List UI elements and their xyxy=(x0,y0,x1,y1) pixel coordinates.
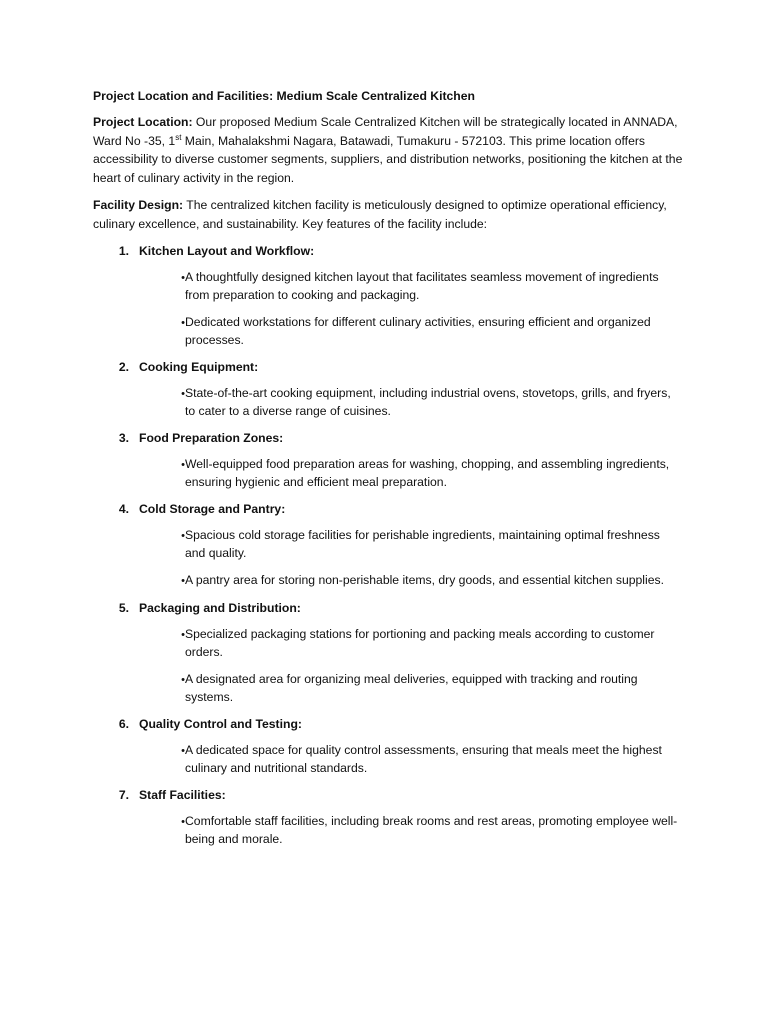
feature-title: Quality Control and Testing: xyxy=(139,717,302,731)
feature-title: Kitchen Layout and Workflow: xyxy=(139,244,315,258)
feature-heading xyxy=(93,429,683,447)
feature-bullet-list xyxy=(93,268,683,349)
feature-item xyxy=(93,786,683,848)
bullet-text: A pantry area for storing non-perishable items, dry goods, and essential kitchen supplies. xyxy=(185,573,664,587)
feature-bullet-list xyxy=(93,812,683,848)
feature-item xyxy=(93,599,683,706)
feature-heading xyxy=(93,599,683,617)
feature-heading xyxy=(93,242,683,260)
bullet-icon: • xyxy=(181,745,185,757)
feature-bullet-list xyxy=(93,526,683,590)
bullet-item xyxy=(93,741,683,777)
feature-item xyxy=(93,429,683,491)
bullet-text: A designated area for organizing meal deliveries, equipped with tracking and routing systems. xyxy=(185,672,638,704)
feature-item xyxy=(93,715,683,777)
bullet-text: A dedicated space for quality control assessments, ensuring that meals meet the highest culinary and nutritional standards. xyxy=(185,743,662,775)
bullet-icon: • xyxy=(181,272,185,284)
bullet-icon: • xyxy=(181,388,185,400)
feature-title: Food Preparation Zones: xyxy=(139,431,284,445)
feature-list xyxy=(93,242,683,848)
feature-bullet-list xyxy=(93,455,683,491)
feature-number: 6. xyxy=(118,717,129,731)
project-location-text-a: Our proposed Medium Scale Centralized Kitchen will be strategically located in ANNADA, Ward No -35, 1 xyxy=(93,115,678,148)
feature-heading xyxy=(93,715,683,733)
feature-item xyxy=(93,358,683,420)
feature-number: 5. xyxy=(118,601,129,615)
bullet-item xyxy=(93,455,683,491)
bullet-text: Well-equipped food preparation areas for washing, chopping, and assembling ingredients, ensuring hygienic and efficient meal preparation. xyxy=(185,457,670,489)
feature-title: Cold Storage and Pantry: xyxy=(139,502,286,516)
feature-bullet-list xyxy=(93,625,683,706)
bullet-text: Dedicated workstations for different culinary activities, ensuring efficient and organized processes. xyxy=(185,315,651,347)
project-location-paragraph xyxy=(93,113,683,187)
document-body xyxy=(93,87,683,857)
facility-design-paragraph xyxy=(93,196,683,233)
feature-title: Cooking Equipment: xyxy=(139,360,259,374)
project-location-label: Project Location: xyxy=(93,115,193,129)
feature-heading xyxy=(93,358,683,376)
feature-heading xyxy=(93,500,683,518)
bullet-item xyxy=(93,526,683,562)
feature-number: 2. xyxy=(118,360,129,374)
bullet-item xyxy=(93,313,683,349)
bullet-text: A thoughtfully designed kitchen layout that facilitates seamless movement of ingredients from preparation to cooking and packaging. xyxy=(185,270,659,302)
bullet-text: Comfortable staff facilities, including break rooms and rest areas, promoting employee well-being and morale. xyxy=(185,814,678,846)
ordinal-suffix: st xyxy=(175,132,182,142)
feature-bullet-list xyxy=(93,384,683,420)
bullet-text: Specialized packaging stations for portioning and packing meals according to customer orders. xyxy=(185,627,655,659)
bullet-icon: • xyxy=(181,317,185,329)
bullet-icon: • xyxy=(181,459,185,471)
facility-design-label: Facility Design: xyxy=(93,198,184,212)
feature-item xyxy=(93,242,683,349)
bullet-text: Spacious cold storage facilities for perishable ingredients, maintaining optimal freshness and quality. xyxy=(185,528,660,560)
feature-number: 7. xyxy=(118,788,129,802)
feature-number: 4. xyxy=(118,502,129,516)
bullet-icon: • xyxy=(181,575,185,587)
feature-heading xyxy=(93,786,683,804)
bullet-text: State-of-the-art cooking equipment, including industrial ovens, stovetops, grills, and fryers, to cater to a diverse range of cuisines. xyxy=(185,386,671,418)
bullet-item xyxy=(93,384,683,420)
feature-title: Staff Facilities: xyxy=(139,788,226,802)
project-location-text-b: Main, Mahalakshmi Nagara, Batawadi, Tumakuru - 572103. This prime location offers accessibility to diverse customer segments, suppliers, and distribution networks, positioning the kitchen at the heart of culinary activity in the region. xyxy=(93,133,683,185)
feature-number: 1. xyxy=(118,244,129,258)
bullet-item xyxy=(93,670,683,706)
bullet-icon: • xyxy=(181,816,185,828)
bullet-icon: • xyxy=(181,530,185,542)
feature-number: 3. xyxy=(118,431,129,445)
feature-title: Packaging and Distribution: xyxy=(139,601,301,615)
bullet-item xyxy=(93,571,683,590)
page-title: Project Location and Facilities: Medium Scale Centralized Kitchen xyxy=(93,89,475,103)
bullet-item xyxy=(93,268,683,304)
feature-item xyxy=(93,500,683,590)
facility-design-text: The centralized kitchen facility is meticulously designed to optimize operational efficiency, culinary excellence, and sustainability. Key features of the facility include: xyxy=(93,198,667,231)
bullet-item xyxy=(93,812,683,848)
bullet-icon: • xyxy=(181,629,185,641)
bullet-icon: • xyxy=(181,674,185,686)
feature-bullet-list xyxy=(93,741,683,777)
bullet-item xyxy=(93,625,683,661)
